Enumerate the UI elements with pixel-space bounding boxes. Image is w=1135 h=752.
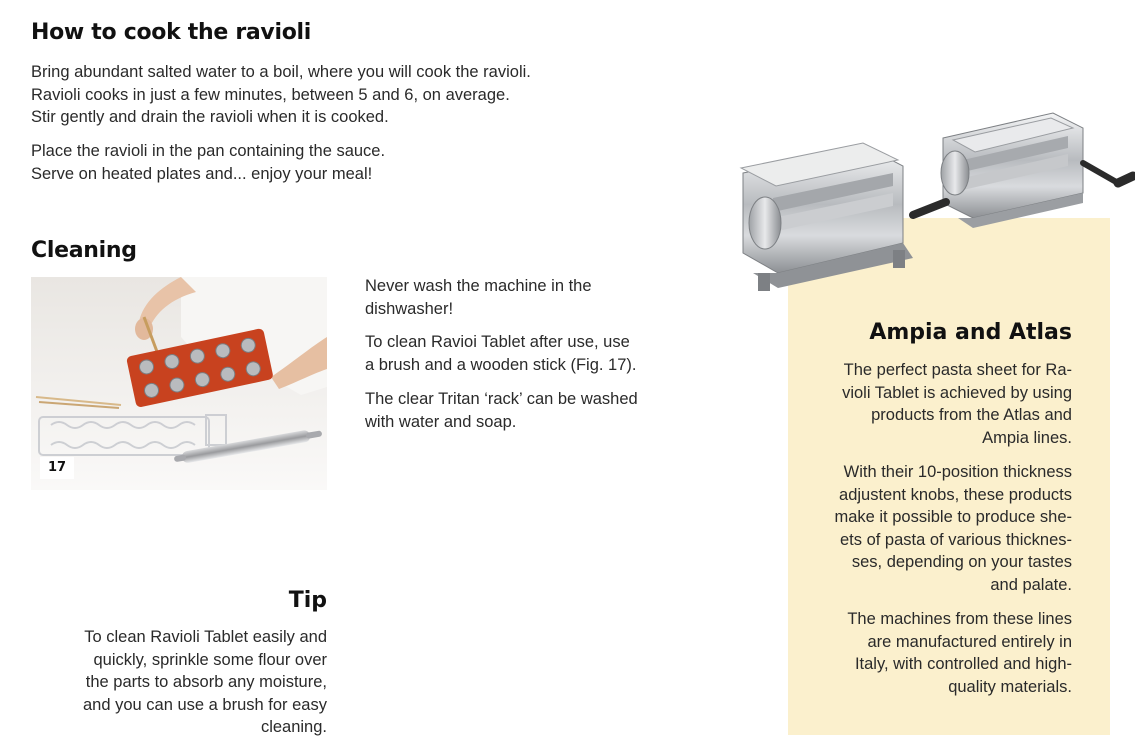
text-line: adjustent knobs, these products: [839, 485, 1072, 504]
cooking-paragraph-2: [31, 140, 385, 185]
text-line: To clean Ravioli Tablet easily and: [84, 628, 327, 646]
tip-paragraph: [83, 626, 327, 739]
text-line: violi Tablet is achieved by using: [842, 383, 1072, 402]
sidebar-paragraph-2: [834, 461, 1072, 596]
text-line: To clean Ravioi Tablet after use, use: [365, 333, 630, 351]
sidebar-title: Ampia and Atlas: [869, 320, 1072, 345]
text-line: Ampia lines.: [982, 428, 1072, 447]
text-line: Never wash the machine in the: [365, 277, 592, 295]
text-line: the parts to absorb any moisture,: [85, 673, 327, 691]
cleaning-paragraph-2: [365, 331, 636, 376]
text-line: quickly, sprinkle some flour over: [93, 650, 327, 669]
text-line: The perfect pasta sheet for Ra-: [843, 361, 1072, 379]
text-line: Ravioli cooks in just a few minutes, between 5 and 6, on average.: [31, 85, 510, 104]
sidebar-paragraph-1: [842, 359, 1072, 449]
text-line: a brush and a wooden stick (Fig. 17).: [365, 355, 637, 374]
text-line: The clear Tritan ‘rack’ can be washed: [365, 390, 638, 408]
figure-number-label: 17: [40, 457, 74, 479]
text-line: and palate.: [990, 575, 1072, 594]
text-line: The machines from these lines: [847, 610, 1072, 628]
text-line: products from the Atlas and: [871, 406, 1072, 424]
cleaning-paragraph-3: [365, 388, 638, 433]
text-line: Bring abundant salted water to a boil, where you will cook the ravioli.: [31, 63, 531, 81]
text-line: quality materials.: [948, 677, 1072, 696]
text-line: Place the ravioli in the pan containing the sauce.: [31, 142, 386, 160]
text-line: dishwasher!: [365, 299, 454, 318]
text-line: Stir gently and drain the ravioli when it is cooked.: [31, 108, 389, 126]
cleaning-title: Cleaning: [31, 238, 137, 263]
text-line: Italy, with controlled and high-: [854, 655, 1072, 673]
cooking-title: How to cook the ravioli: [31, 20, 311, 45]
text-line: With their 10-position thickness: [843, 463, 1072, 481]
cleaning-paragraph-1: [365, 275, 592, 320]
pasta-machines-photo: [728, 100, 1135, 300]
tip-title: Tip: [288, 588, 327, 613]
text-line: make it possible to produce she-: [834, 508, 1072, 526]
text-line: cleaning.: [260, 718, 327, 736]
text-line: with water and soap.: [365, 412, 517, 431]
cooking-paragraph-1: [31, 61, 531, 129]
text-line: and you can use a brush for easy: [83, 695, 327, 714]
cleaning-photo: [31, 277, 327, 490]
text-line: ets of pasta of various thicknes-: [839, 530, 1072, 549]
text-line: are manufactured entirely in: [867, 632, 1072, 651]
text-line: Serve on heated plates and... enjoy your meal!: [31, 164, 373, 183]
sidebar-paragraph-3: [847, 608, 1072, 698]
text-line: ses, depending on your tastes: [851, 553, 1072, 571]
